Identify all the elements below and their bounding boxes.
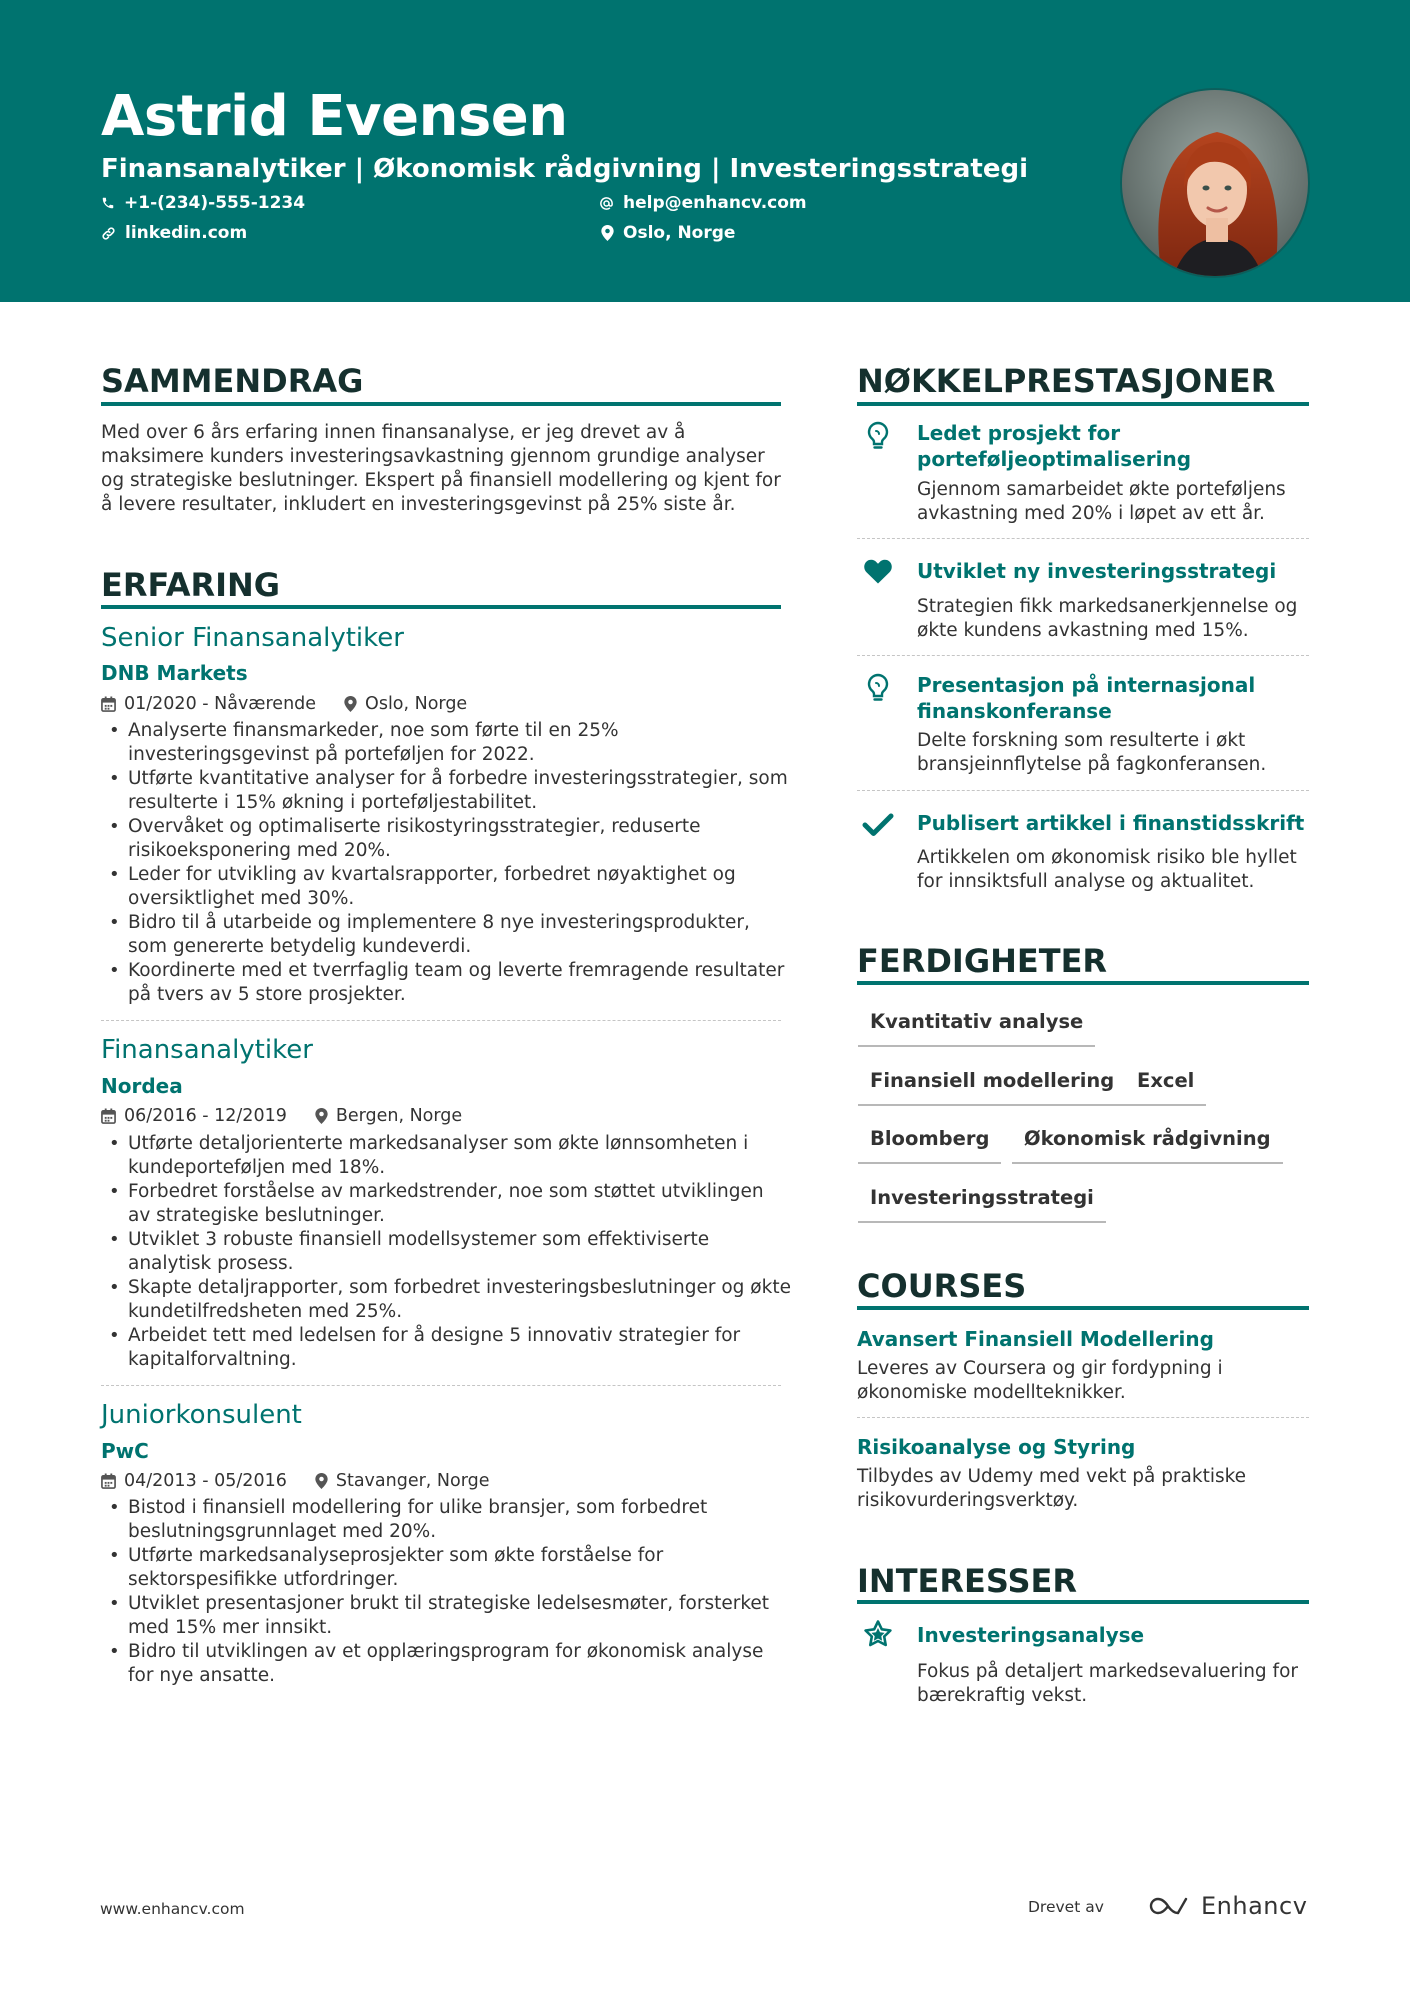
- job-dates: 06/2016 - 12/2019: [124, 1106, 287, 1126]
- contact-location: [601, 221, 735, 245]
- list-item: • Utførte kvantitative analyser for å forbedre investeringsstrategier, som resulterte i 15% økning i porteføljestabilitet.: [101, 767, 791, 815]
- location-pin-icon: [601, 225, 614, 241]
- contact-email[interactable]: [599, 191, 807, 215]
- job-title: Senior Finansanalytiker: [101, 623, 404, 653]
- courses-heading: COURSES: [857, 1267, 1027, 1305]
- checkmark-icon: [862, 808, 894, 840]
- at-icon: [599, 196, 614, 211]
- achievement-title: Presentasjon på internasjonal finanskonferanse: [917, 673, 1256, 723]
- location-pin-icon: [344, 696, 357, 712]
- achievement-title: Utviklet ny investeringsstrategi: [917, 559, 1277, 583]
- list-item: • Utførte markedsanalyseprosjekter som økte forståelse for sektorspesifikke utfordringer.: [101, 1544, 791, 1592]
- achievements-rule: [857, 402, 1309, 406]
- job-meta: [101, 1104, 462, 1128]
- experience-heading: ERFARING: [101, 566, 281, 604]
- interest-text: Fokus på detaljert markedsevaluering for bærekraftig vekst.: [917, 1661, 1298, 1706]
- job-dates: 01/2020 - Nåværende: [124, 694, 317, 714]
- achievement-title: Ledet prosjekt for porteføljeoptimalisering: [917, 421, 1192, 471]
- candidate-name: Astrid Evensen: [101, 84, 568, 149]
- course-text: Leveres av Coursera og gir fordypning i økonomiske modellteknikker.: [857, 1358, 1223, 1403]
- list-item: • Bidro til utviklingen av et opplæringsprogram for økonomisk analyse for nye ansatte.: [101, 1640, 791, 1688]
- enhancv-logo: [1147, 1892, 1307, 1920]
- skills-rule: [857, 981, 1309, 985]
- footer-powered-by: Drevet av: [1028, 1898, 1104, 1916]
- divider: [857, 790, 1309, 791]
- job-meta: [101, 1469, 489, 1493]
- calendar-icon: [101, 1108, 116, 1124]
- achievement-title: Publisert artikkel i finanstidsskrift: [917, 811, 1305, 835]
- list-item: • Koordinerte med et tverrfaglig team og leverte fremragende resultater på tvers av 5 store prosjekter.: [101, 959, 791, 1007]
- job-dates: 04/2013 - 05/2016: [124, 1471, 287, 1491]
- skill-tag: Investeringsstrategi: [858, 1185, 1106, 1223]
- list-item: • Analyserte finansmarkeder, noe som førte til en 25% investeringsgevinst på porteføljen for 2022.: [101, 719, 791, 767]
- list-item: • Bistod i finansiell modellering for ulike bransjer, som forbedret beslutningsgrunnlaget med 20%.: [101, 1496, 791, 1544]
- enhancv-logo-text: Enhancv: [1201, 1892, 1308, 1920]
- interests-heading: INTERESSER: [857, 1562, 1078, 1600]
- list-item: • Forbedret forståelse av markedstrender, noe som støttet utviklingen av strategiske beslutninger.: [101, 1180, 791, 1228]
- courses-rule: [857, 1306, 1309, 1310]
- link-icon: [101, 226, 116, 241]
- job-location: Stavanger, Norge: [335, 1471, 490, 1491]
- summary-rule: [101, 402, 781, 406]
- skill-tag: Excel: [1125, 1068, 1206, 1106]
- contact-phone[interactable]: [101, 191, 305, 215]
- interests-rule: [857, 1600, 1309, 1604]
- job-title: Finansanalytiker: [101, 1035, 313, 1065]
- company-name: DNB Markets: [101, 661, 248, 685]
- summary-text: Med over 6 års erfaring innen finansanalyse, er jeg drevet av å maksimere kunders investeringsavkastning gjennom grundige analyser og strategiske beslutninger. Ekspert på finansiell modellering og kjent for å levere resultater, inkludert en investeringsgevinst på 25% siste år.: [101, 422, 781, 515]
- divider: [857, 1417, 1309, 1418]
- enhancv-logo-icon: [1147, 1894, 1193, 1918]
- candidate-tagline: Finansanalytiker | Økonomisk rådgivning | Investeringsstrategi: [101, 154, 1028, 184]
- skill-tag: Økonomisk rådgivning: [1012, 1126, 1283, 1164]
- location-pin-icon: [315, 1108, 328, 1124]
- achievement-text: Strategien fikk markedsanerkjennelse og økte kundens avkastning med 15%.: [917, 596, 1298, 641]
- calendar-icon: [101, 696, 116, 712]
- skills-heading: FERDIGHETER: [857, 942, 1108, 980]
- job-meta: [101, 692, 467, 716]
- calendar-icon: [101, 1473, 116, 1489]
- job-location: Oslo, Norge: [365, 694, 468, 714]
- list-item: • Leder for utvikling av kvartalsrapporter, forbedret nøyaktighet og oversiktlighet med 30%.: [101, 863, 791, 911]
- header-banner: [0, 0, 1410, 302]
- course-title: Avansert Finansiell Modellering: [857, 1327, 1214, 1351]
- skill-tag: Kvantitativ analyse: [858, 1009, 1095, 1047]
- interest-title: Investeringsanalyse: [917, 1623, 1145, 1647]
- lightbulb-icon: [862, 672, 894, 704]
- job-bullets: [101, 1496, 791, 1688]
- achievement-text: Gjennom samarbeidet økte porteføljens avkastning med 20% i løpet av ett år.: [917, 479, 1286, 524]
- summary-heading: SAMMENDRAG: [101, 362, 364, 400]
- list-item: • Skapte detaljrapporter, som forbedret investeringsbeslutninger og økte kundetilfredsheten med 25%.: [101, 1276, 791, 1324]
- job-location: Bergen, Norge: [335, 1106, 463, 1126]
- divider: [857, 655, 1309, 656]
- job-title: Juniorkonsulent: [101, 1400, 302, 1430]
- company-name: PwC: [101, 1439, 149, 1463]
- list-item: • Utviklet presentasjoner brukt til strategiske ledelsesmøter, forsterket med 15% mer innsikt.: [101, 1592, 791, 1640]
- profile-photo: [1120, 88, 1310, 278]
- location-text: Oslo, Norge: [623, 223, 736, 243]
- list-item: • Utviklet 3 robuste finansiell modellsystemer som effektiviserte analytisk prosess.: [101, 1228, 791, 1276]
- divider: [101, 1020, 781, 1021]
- achievement-text: Delte forskning som resulterte i økt bransjeinnflytelse på fagkonferansen.: [917, 730, 1267, 775]
- phone-icon: [101, 196, 115, 210]
- job-bullets: [101, 719, 791, 1007]
- company-name: Nordea: [101, 1074, 183, 1098]
- email-text: help@enhancv.com: [623, 193, 807, 213]
- skill-tag: Bloomberg: [858, 1126, 1001, 1164]
- lightbulb-icon: [862, 420, 894, 452]
- course-text: Tilbydes av Udemy med vekt på praktiske risikovurderingsverktøy.: [857, 1466, 1247, 1511]
- list-item: • Utførte detaljorienterte markedsanalyser som økte lønnsomheten i kundeporteføljen med 18%.: [101, 1132, 791, 1180]
- list-item: • Arbeidet tett med ledelsen for å designe 5 innovativ strategier for kapitalforvaltning.: [101, 1324, 791, 1372]
- divider: [857, 538, 1309, 539]
- contact-linkedin[interactable]: [101, 221, 247, 245]
- achievement-text: Artikkelen om økonomisk risiko ble hyllet for innsiktsfull analyse og aktualitet.: [917, 847, 1297, 892]
- achievements-heading: NØKKELPRESTASJONER: [857, 362, 1276, 400]
- experience-rule: [101, 605, 781, 609]
- list-item: • Overvåket og optimaliserte risikostyringsstrategier, reduserte risikoeksponering med 20%.: [101, 815, 791, 863]
- divider: [101, 1385, 781, 1386]
- course-title: Risikoanalyse og Styring: [857, 1435, 1136, 1459]
- heart-icon: [862, 555, 894, 587]
- list-item: • Bidro til å utarbeide og implementere 8 nye investeringsprodukter, som genererte betydelig kundeverdi.: [101, 911, 791, 959]
- linkedin-text: linkedin.com: [125, 223, 248, 243]
- star-icon: [862, 1618, 894, 1650]
- job-bullets: [101, 1132, 791, 1372]
- footer-url[interactable]: www.enhancv.com: [100, 1900, 245, 1918]
- skill-tag: Finansiell modellering: [858, 1068, 1126, 1106]
- location-pin-icon: [315, 1473, 328, 1489]
- phone-text: +1-(234)-555-1234: [124, 193, 306, 213]
